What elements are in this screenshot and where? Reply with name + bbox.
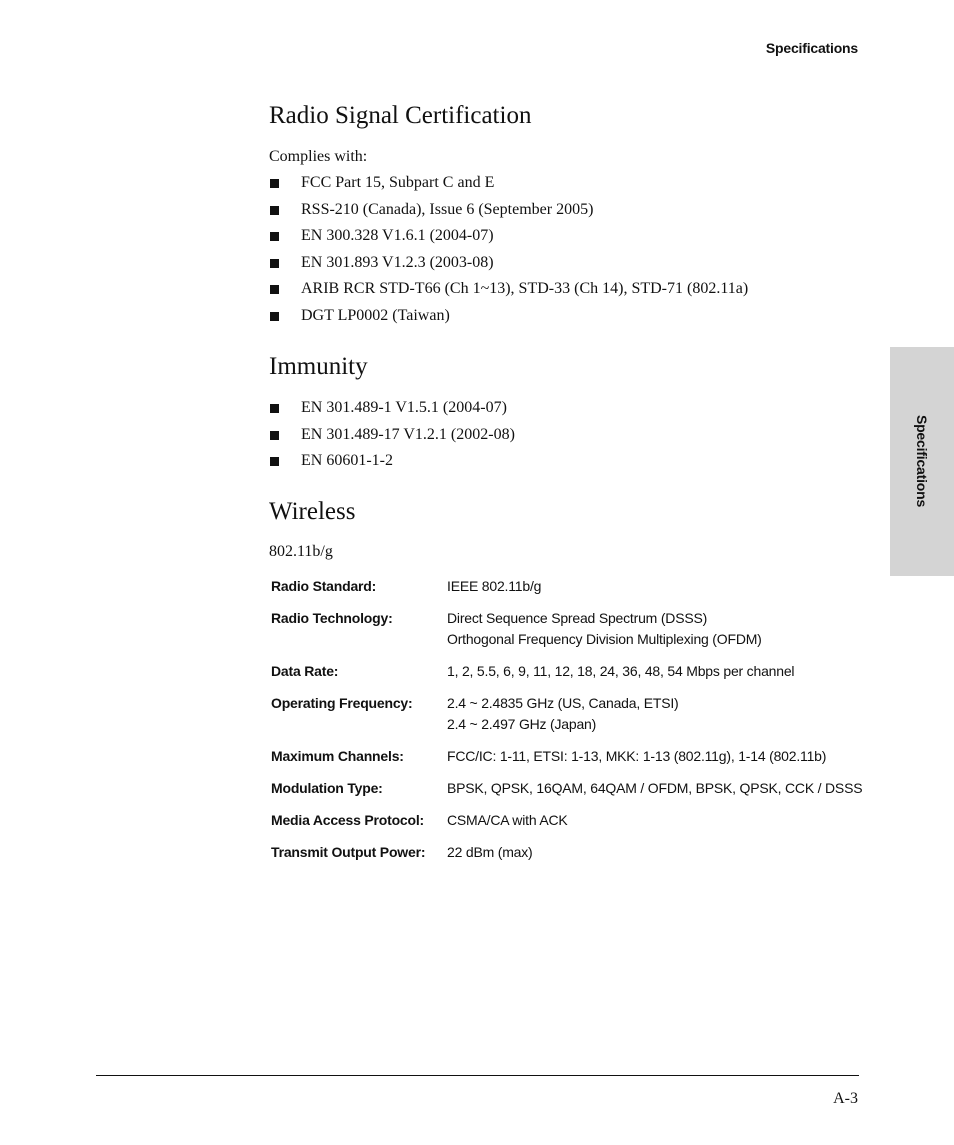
spec-value: IEEE 802.11b/g <box>447 578 542 594</box>
spec-label: Maximum Channels: <box>271 748 404 764</box>
spec-value: 2.4 ~ 2.4835 GHz (US, Canada, ETSI) 2.4 ~ 2.497 GHz (Japan) <box>447 695 679 732</box>
square-bullet-icon <box>270 285 279 294</box>
spec-row <box>271 842 871 863</box>
running-header: Specifications <box>765 40 858 56</box>
footer-divider <box>96 1075 859 1076</box>
spec-row <box>271 661 871 682</box>
section-title-wireless: Wireless <box>269 498 356 525</box>
wireless-spec-table <box>271 576 871 874</box>
spec-label: Operating Frequency: <box>271 695 413 711</box>
section-title-immunity: Immunity <box>269 353 368 380</box>
spec-row <box>271 778 871 799</box>
spec-value: BPSK, QPSK, 16QAM, 64QAM / OFDM, BPSK, QPSK, CCK / DSSS <box>447 780 863 796</box>
square-bullet-icon <box>270 431 279 440</box>
spec-value: 22 dBm (max) <box>447 844 533 860</box>
page-number: A-3 <box>833 1090 858 1107</box>
spec-label: Radio Technology: <box>271 610 393 626</box>
square-bullet-icon <box>270 312 279 321</box>
spec-value: CSMA/CA with ACK <box>447 812 568 828</box>
spec-label: Modulation Type: <box>271 780 383 796</box>
square-bullet-icon <box>270 206 279 215</box>
spec-row <box>271 608 871 650</box>
spec-row <box>271 746 871 767</box>
radio-intro: Complies with: <box>269 148 368 165</box>
spec-value: 1, 2, 5.5, 6, 9, 11, 12, 18, 24, 36, 48, 54 Mbps per channel <box>447 663 795 679</box>
wireless-subtitle: 802.11b/g <box>269 543 333 560</box>
spec-value: FCC/IC: 1-11, ETSI: 1-13, MKK: 1-13 (802.11g), 1-14 (802.11b) <box>447 748 827 764</box>
spec-label: Data Rate: <box>271 663 339 679</box>
side-tab-label: Specifications <box>914 414 930 508</box>
square-bullet-icon <box>270 232 279 241</box>
spec-label: Media Access Protocol: <box>271 812 425 828</box>
square-bullet-icon <box>270 404 279 413</box>
spec-label: Radio Standard: <box>271 578 377 594</box>
square-bullet-icon <box>270 179 279 188</box>
side-tab <box>890 347 954 576</box>
section-title-radio: Radio Signal Certification <box>269 102 532 129</box>
spec-row <box>271 810 871 831</box>
square-bullet-icon <box>270 457 279 466</box>
spec-row <box>271 693 871 735</box>
spec-row <box>271 576 871 597</box>
spec-value: Direct Sequence Spread Spectrum (DSSS) Orthogonal Frequency Division Multiplexing (OFDM) <box>447 610 762 647</box>
spec-label: Transmit Output Power: <box>271 844 426 860</box>
square-bullet-icon <box>270 259 279 268</box>
